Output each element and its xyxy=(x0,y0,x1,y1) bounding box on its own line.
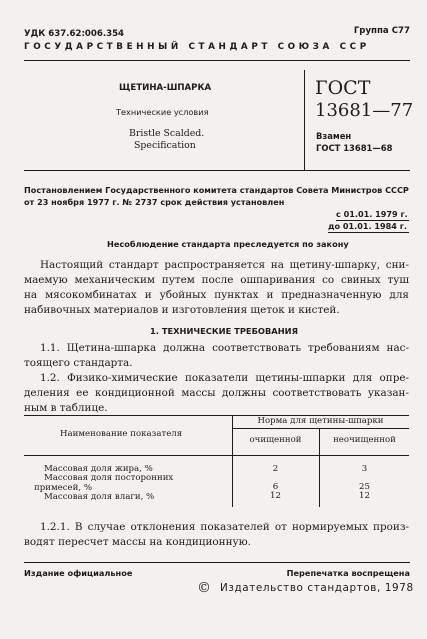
table-cell-name: Массовая доля жира, % xyxy=(44,464,153,474)
footer-rule xyxy=(24,562,410,563)
validity-to-underline xyxy=(328,232,409,233)
intro-line: набивочных материалов и изготовления щеток и кистей. xyxy=(24,304,340,316)
english-title-line1: Bristle Scalded. xyxy=(129,128,205,139)
clause-1-2-1-line: 1.2.1. В случае отклонения показателей от нормируемых произ- xyxy=(40,521,409,533)
copyright-symbol: © xyxy=(197,580,211,596)
group-code: Группа С77 xyxy=(353,26,410,36)
table-cell-uncleaned: 3 xyxy=(361,464,368,474)
english-title-line2: Specification xyxy=(134,140,196,151)
title-divider xyxy=(304,70,305,170)
table-cell-cleaned: 2 xyxy=(272,464,279,474)
replaces-label: Взамен xyxy=(316,131,352,141)
prosecution-notice: Несоблюдение стандарта преследуется по закону xyxy=(107,239,349,249)
table-header-rule xyxy=(24,455,409,456)
table-header-uncleaned: неочищенной xyxy=(333,435,396,445)
table-cell-uncleaned: 12 xyxy=(359,491,370,501)
document-subtitle: Технические условия xyxy=(116,107,209,117)
table-header-norm: Норма для щетины-шпарки xyxy=(257,416,384,426)
document-title: ЩЕТИНА-ШПАРКА xyxy=(119,83,212,93)
validity-from: с 01.01. 1979 г. xyxy=(336,209,408,219)
clause-1-2-line: 1.2. Физико-химические показатели щетины-шпарки для опре- xyxy=(40,372,409,384)
clause-1-2-line: деления ее кондиционной массы должны соответствовать указан- xyxy=(24,387,409,399)
standard-banner: ГОСУДАРСТВЕННЫЙ СТАНДАРТ СОЮЗА ССР xyxy=(24,42,370,52)
official-edition: Издание официальное xyxy=(24,568,133,578)
clause-1-1-line: тоящего стандарта. xyxy=(24,357,133,369)
udk-code: УДК 637.62:006.354 xyxy=(24,29,125,39)
clause-1-2-line: ным в таблице. xyxy=(24,402,108,414)
table-cell-name: Массовая доля влаги, % xyxy=(44,492,155,502)
intro-line: Настоящий стандарт распространяется на щетину-шпарку, сни- xyxy=(40,259,409,271)
gost-number: 13681—77 xyxy=(315,100,414,121)
reprint-prohibited: Перепечатка воспрещена xyxy=(286,568,410,578)
gost-label: ГОСТ xyxy=(315,77,371,99)
decree-line1: Постановлением Государственного комитета стандартов Совета Министров СССР xyxy=(24,185,409,195)
table-cell-uncleaned: 25 xyxy=(359,482,370,492)
clause-1-1-line: 1.1. Щетина-шпарка должна соответствовать требованиям нас- xyxy=(40,342,409,354)
intro-line: маемую механическим путем после ошпаривания со свиных туш xyxy=(24,274,409,286)
title-rule xyxy=(24,170,410,171)
intro-line: на мясокомбинатах и убойных пунктах и предназначенную для xyxy=(24,289,409,301)
table-header-indicator: Наименование показателя xyxy=(60,429,183,439)
validity-to: до 01.01. 1984 г. xyxy=(328,221,408,231)
decree-line2: от 23 ноября 1977 г. № 2737 срок действия установлен xyxy=(24,197,285,207)
publisher-line: Издательство стандартов, 1978 xyxy=(220,582,414,594)
section-1-heading: 1. ТЕХНИЧЕСКИЕ ТРЕБОВАНИЯ xyxy=(150,326,298,336)
table-cell-name: Массовая доля посторонних xyxy=(44,473,174,483)
table-header-cleaned: очищенной xyxy=(249,435,302,445)
replaces-value: ГОСТ 13681—68 xyxy=(316,143,393,153)
header-rule xyxy=(24,60,410,61)
table-group-rule xyxy=(232,428,409,429)
table-cell-cleaned: 6 xyxy=(272,482,279,492)
table-cell-cleaned: 12 xyxy=(270,491,281,501)
table-cell-name: примесей, % xyxy=(34,483,92,493)
clause-1-2-1-line: водят пересчет массы на кондиционную. xyxy=(24,536,251,548)
